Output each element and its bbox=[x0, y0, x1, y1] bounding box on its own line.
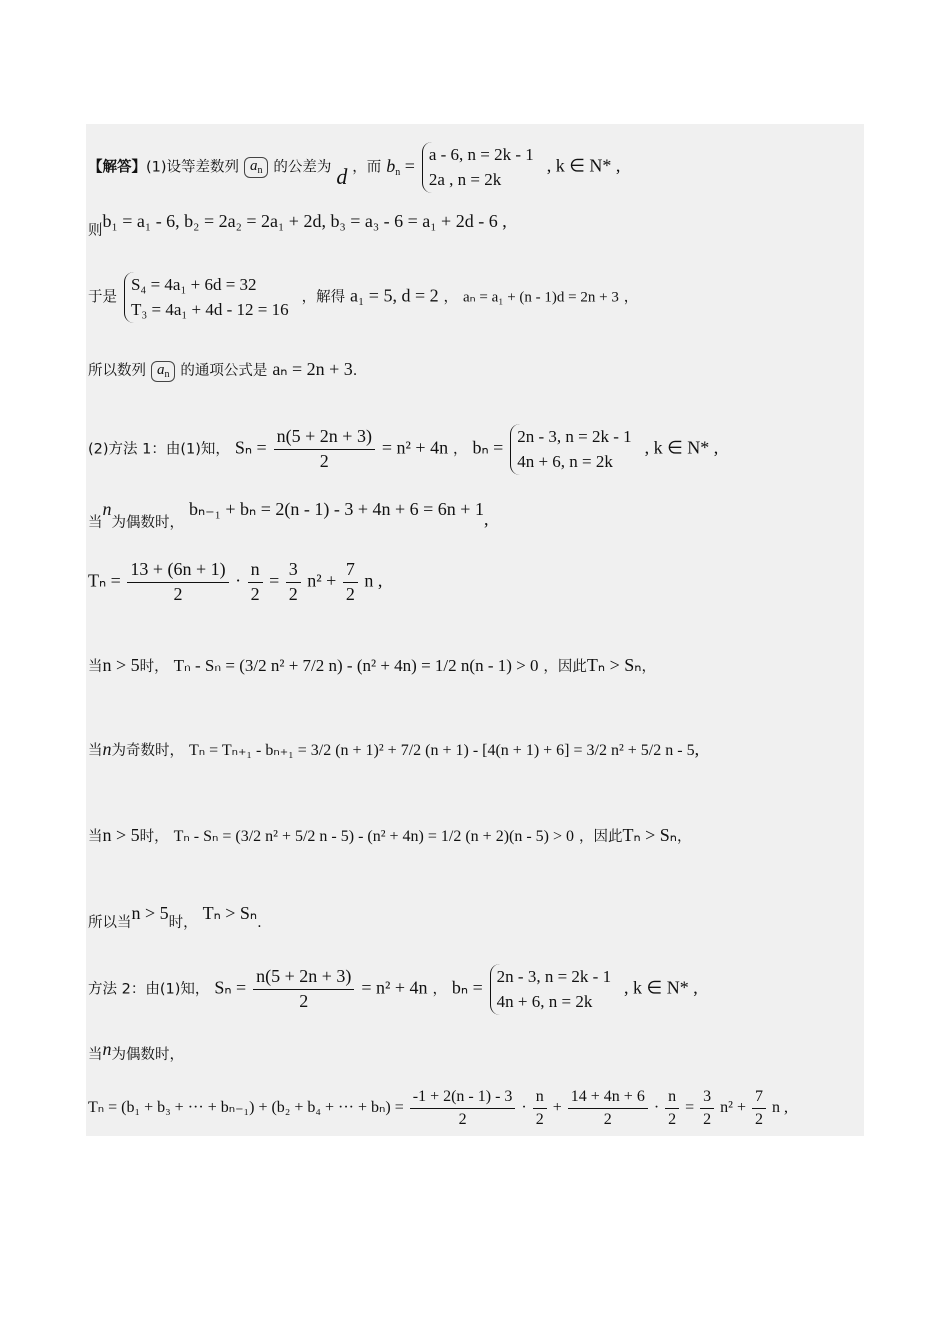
formula: = n² + 4n bbox=[381, 437, 449, 458]
fraction bbox=[533, 1088, 547, 1128]
sequence-a-braced: $a_n$ bbox=[244, 157, 269, 178]
text: 当 bbox=[88, 829, 103, 845]
fraction bbox=[286, 560, 301, 605]
n-symbol: n bbox=[102, 1039, 112, 1059]
tail: , k ∈ N* , bbox=[644, 437, 719, 458]
numerator: n bbox=[248, 560, 263, 583]
text: (2)方法 1：由(1)知， bbox=[88, 441, 230, 458]
denominator: 2 bbox=[345, 583, 355, 604]
n-symbol: n bbox=[102, 739, 112, 759]
denominator: 2 bbox=[603, 1110, 612, 1128]
cases-bn bbox=[510, 424, 637, 475]
answer-tag: 【解答】 bbox=[88, 159, 146, 176]
text: ， bbox=[443, 289, 459, 306]
denominator: 2 bbox=[668, 1110, 677, 1128]
cases-bn bbox=[490, 964, 617, 1015]
formula: Tₙ > Sₙ bbox=[622, 825, 677, 845]
solution-line-14 bbox=[88, 1088, 864, 1128]
text: 当 bbox=[88, 659, 103, 675]
text: 当 bbox=[88, 743, 103, 759]
solution-line-12 bbox=[88, 964, 864, 1015]
operator: = bbox=[269, 570, 280, 591]
b-symbol: b bbox=[386, 155, 396, 176]
denominator: 2 bbox=[173, 583, 183, 604]
formula: n² + bbox=[307, 570, 337, 591]
case-even: 4n + 6, n = 2k bbox=[496, 991, 593, 1011]
solution-line-8 bbox=[88, 656, 864, 675]
case-odd: a - 6, n = 2k - 1 bbox=[428, 145, 534, 164]
text: 的通项公式是 bbox=[180, 363, 268, 379]
numerator: 3 bbox=[700, 1088, 714, 1109]
formula: n , bbox=[772, 1098, 788, 1116]
formula: n² + bbox=[720, 1098, 746, 1116]
formula: Tₙ = bbox=[88, 570, 121, 591]
denominator: 2 bbox=[299, 991, 309, 1012]
text: 则 bbox=[88, 223, 103, 239]
text: ， bbox=[453, 441, 468, 458]
text: . bbox=[257, 915, 262, 931]
fraction bbox=[700, 1088, 714, 1128]
text: ， bbox=[676, 829, 692, 845]
text: 为偶数时， bbox=[111, 1047, 184, 1063]
system bbox=[124, 272, 295, 323]
fraction bbox=[568, 1088, 648, 1128]
numerator: -1 + 2(n - 1) - 3 bbox=[410, 1088, 516, 1109]
equation-1: S₄ = 4a₁ + 6d = 32 bbox=[130, 275, 257, 294]
text: 方法 2：由(1)知， bbox=[88, 981, 210, 998]
formula: aₙ = a₁ + (n - 1)d = 2n + 3 bbox=[462, 289, 619, 306]
text: 时， bbox=[139, 659, 169, 675]
formula: n > 5 bbox=[102, 825, 140, 845]
denominator: 2 bbox=[288, 583, 298, 604]
formula: Sₙ = bbox=[214, 977, 247, 998]
text: ， bbox=[623, 289, 639, 306]
formula: Tₙ > Sₙ bbox=[586, 655, 642, 675]
formula: aₙ = 2n + 3 bbox=[272, 359, 353, 379]
fraction bbox=[752, 1088, 766, 1128]
denominator: 2 bbox=[535, 1110, 544, 1128]
formula: Tₙ - Sₙ = (3/2 n² + 7/2 n) - (n² + 4n) = 1/2 n(n - 1) > 0 bbox=[173, 656, 539, 675]
text: , bbox=[694, 739, 700, 759]
numerator: 3 bbox=[286, 560, 301, 583]
denominator: 2 bbox=[458, 1110, 467, 1128]
solution-line-3 bbox=[88, 272, 864, 323]
n-symbol: n bbox=[102, 499, 112, 519]
text: ，解得 bbox=[301, 289, 346, 306]
formula: a₁ = 5, d = 2 bbox=[350, 285, 439, 306]
fraction bbox=[127, 560, 228, 605]
fraction bbox=[274, 427, 375, 472]
tail: , k ∈ N* , bbox=[624, 977, 698, 998]
denominator: 2 bbox=[703, 1110, 712, 1128]
text: 当 bbox=[88, 1047, 103, 1063]
fraction bbox=[665, 1088, 679, 1128]
text: , bbox=[483, 509, 489, 529]
text: . bbox=[352, 363, 358, 379]
operator: + bbox=[552, 1098, 562, 1116]
operator: · bbox=[235, 570, 242, 591]
solution-line-13 bbox=[88, 1039, 864, 1063]
solution-line-6 bbox=[88, 499, 864, 531]
operator: = bbox=[685, 1098, 695, 1116]
denominator: 2 bbox=[319, 451, 329, 472]
text: 为奇数时， bbox=[111, 743, 184, 759]
text: 所以数列 bbox=[88, 363, 146, 379]
numerator: 7 bbox=[343, 560, 358, 583]
formula: Tₙ > Sₙ bbox=[202, 903, 258, 923]
solution-line-2 bbox=[88, 211, 864, 239]
formula: Tₙ - Sₙ = (3/2 n² + 5/2 n - 5) - (n² + 4n) = 1/2 (n + 2)(n - 5) > 0 bbox=[173, 828, 575, 845]
text: 的公差为 bbox=[273, 159, 332, 176]
fraction bbox=[253, 967, 354, 1012]
text: ，因此 bbox=[578, 829, 623, 845]
formula: bₙ = bbox=[451, 977, 483, 998]
numerator: 14 + 4n + 6 bbox=[568, 1088, 648, 1109]
formula: b₁ = a₁ - 6, b₂ = 2a₂ = 2a₁ + 2d, b₃ = a₃ - 6 = a₁ + 2d - 6 , bbox=[102, 211, 507, 231]
text: 时， bbox=[168, 915, 198, 931]
seq-symbol: a bbox=[156, 361, 165, 378]
tail: , k ∈ N* , bbox=[546, 155, 621, 176]
numerator: n(5 + 2n + 3) bbox=[253, 967, 354, 990]
case-even: 2a , n = 2k bbox=[428, 169, 502, 189]
formula: n > 5 bbox=[131, 903, 169, 923]
text: ， bbox=[432, 981, 447, 998]
fraction bbox=[343, 560, 358, 605]
operator: · bbox=[653, 1098, 660, 1116]
case-odd: 2n - 3, n = 2k - 1 bbox=[496, 967, 612, 986]
numerator: 7 bbox=[752, 1088, 766, 1109]
formula: n , bbox=[364, 570, 383, 591]
seq-symbol: a bbox=[249, 158, 258, 175]
formula: = n² + 4n bbox=[361, 977, 428, 998]
solution-line-11 bbox=[88, 903, 864, 931]
solution-line-9 bbox=[88, 740, 864, 759]
numerator: 13 + (6n + 1) bbox=[127, 560, 228, 583]
equation-2: T₃ = 4a₁ + 4d - 12 = 16 bbox=[130, 299, 289, 319]
case-even: 4n + 6, n = 2k bbox=[517, 451, 613, 471]
solution-line-7 bbox=[88, 560, 864, 605]
formula: Tₙ = Tₙ₊₁ - bₙ₊₁ = 3/2 (n + 1)² + 7/2 (n + 1) - [4(n + 1) + 6] = 3/2 n² + 5/2 n - 5 bbox=[188, 742, 695, 759]
formula: n > 5 bbox=[102, 655, 140, 675]
case-odd: 2n - 3, n = 2k - 1 bbox=[517, 427, 632, 446]
formula: bₙ₋₁ + bₙ = 2(n - 1) - 3 + 4n + 6 = 6n + 1 bbox=[188, 499, 484, 519]
solution-line-4 bbox=[88, 360, 864, 382]
text: 时， bbox=[139, 829, 169, 845]
text: (1)设等差数列 bbox=[146, 159, 240, 176]
fraction bbox=[410, 1088, 516, 1128]
denominator: 2 bbox=[755, 1110, 763, 1128]
cases-bn bbox=[422, 142, 540, 193]
numerator: n bbox=[665, 1088, 679, 1109]
numerator: n(5 + 2n + 3) bbox=[274, 427, 375, 450]
sequence-a-braced: $a_n$ bbox=[151, 361, 176, 382]
solution-line-10 bbox=[88, 826, 864, 845]
solution-line-5 bbox=[88, 424, 864, 475]
formula: Tₙ = (b₁ + b₃ + ··· + bₙ₋₁) + (b₂ + b₄ + ··· + bₙ) = bbox=[88, 1098, 404, 1116]
d-symbol: d bbox=[336, 163, 348, 189]
formula: bₙ = bbox=[472, 437, 504, 458]
text: ，因此 bbox=[543, 659, 587, 675]
numerator: n bbox=[533, 1088, 547, 1109]
operator: · bbox=[521, 1098, 527, 1116]
solution-line-1: 【解答】(1)设等差数列 $a_n$ 的公差为 d ，而 $b_n$ = a - 6, n = 2k - 1 2a , n = 2k , k ∈ N* , bbox=[88, 142, 864, 193]
text: 为偶数时， bbox=[111, 515, 184, 531]
text: 所以当 bbox=[88, 915, 132, 931]
denominator: 2 bbox=[250, 583, 260, 604]
fraction bbox=[248, 560, 263, 605]
formula: Sₙ = bbox=[234, 437, 267, 458]
text: ，而 bbox=[352, 159, 382, 176]
text: 当 bbox=[88, 515, 103, 531]
text: 于是 bbox=[88, 289, 117, 306]
text: ， bbox=[641, 659, 656, 675]
